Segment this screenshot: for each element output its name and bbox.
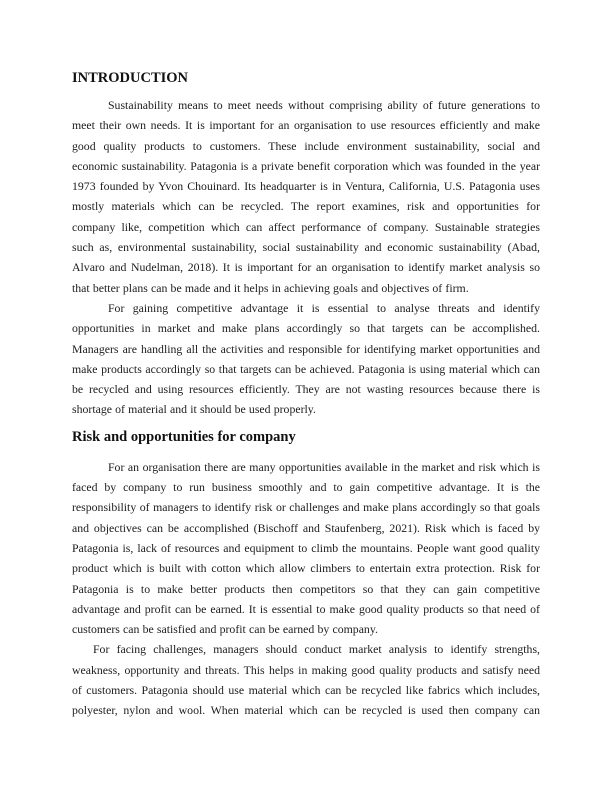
text-line: good quality products to customers. These include environment sustainability, social and	[72, 138, 540, 153]
section-heading-introduction: INTRODUCTION	[72, 70, 189, 86]
text-line: Patagonia is to make better products then competitors so that they can gain competitive	[72, 581, 540, 596]
text-line: shortage of material and it should be used properly.	[72, 402, 316, 417]
paragraph-risk-1	[72, 457, 540, 640]
paragraph-risk-2	[72, 639, 540, 720]
paragraph-intro-2	[72, 298, 540, 420]
text-line: weakness, opportunity and threats. This helps in making good quality products and satisfy need	[72, 662, 540, 677]
text-line: responsibility of managers to identify risk or challenges and make plans accordingly so that goals	[72, 500, 540, 515]
text-line: faced by company to run business smoothly and to gain competitive advantage. It is the	[72, 480, 540, 495]
text-line: such as, environmental sustainability, social sustainability and economic sustainability (Abad,	[72, 240, 540, 255]
text-line: For gaining competitive advantage it is essential to analyse threats and identify	[108, 300, 540, 315]
text-line: and objectives can be accomplished (Bischoff and Staufenberg, 2021). Risk which is faced by	[72, 520, 540, 535]
text-line: Alvaro and Nudelman, 2018). It is important for an organisation to identify market analysis so	[72, 260, 540, 275]
text-line: meet their own needs. It is important for an organisation to use resources efficiently and make	[72, 118, 540, 133]
text-line: opportunities in market and make plans accordingly so that targets can be accomplished.	[72, 321, 540, 336]
text-line: Sustainability means to meet needs without comprising ability of future generations to	[108, 98, 540, 112]
text-line: company like, competition which can affect performance of company. Sustainable strategies	[72, 219, 540, 234]
text-line: that better plans can be made and it helps in achieving goals and objectives of firm.	[72, 280, 469, 295]
text-line: 1973 founded by Yvon Chouinard. Its headquarter is in Ventura, California, U.S. Patagonia uses	[72, 179, 540, 194]
text-line: For facing challenges, managers should conduct market analysis to identify strengths,	[93, 642, 540, 657]
text-line: of customers. Patagonia should use material which can be recycled like fabrics which includes,	[72, 683, 540, 698]
paragraph-intro-1	[72, 95, 540, 298]
section-heading-risk-opportunities: Risk and opportunities for company	[72, 428, 296, 445]
text-line: Managers are handling all the activities and responsible for identifying market opportunities and	[72, 341, 540, 356]
text-line: Patagonia is, lack of resources and equipment to climb the mountains. People want good quality	[72, 540, 540, 555]
text-line: polyester, nylon and wool. When material which can be recycled is used then company can	[72, 703, 540, 718]
text-line: customers can be satisfied and profit can be earned by company.	[72, 622, 378, 637]
text-line: economic sustainability. Patagonia is a private benefit corporation which was founded in the year	[72, 158, 540, 173]
text-line: be recycled and using resources efficiently. They are not wasting resources because there is	[72, 382, 540, 397]
text-line: product which is built with cotton which allow climbers to entertain extra protection. Risk for	[72, 561, 540, 576]
text-line: mostly materials which can be recycled. The report examines, risk and opportunities for	[72, 199, 540, 214]
text-line: make products accordingly so that targets can be achieved. Patagonia is using material which can	[72, 361, 540, 376]
text-line: advantage and profit can be earned. It is essential to make good quality products so that need of	[72, 601, 540, 616]
text-line: For an organisation there are many opportunities available in the market and risk which is	[108, 459, 540, 474]
